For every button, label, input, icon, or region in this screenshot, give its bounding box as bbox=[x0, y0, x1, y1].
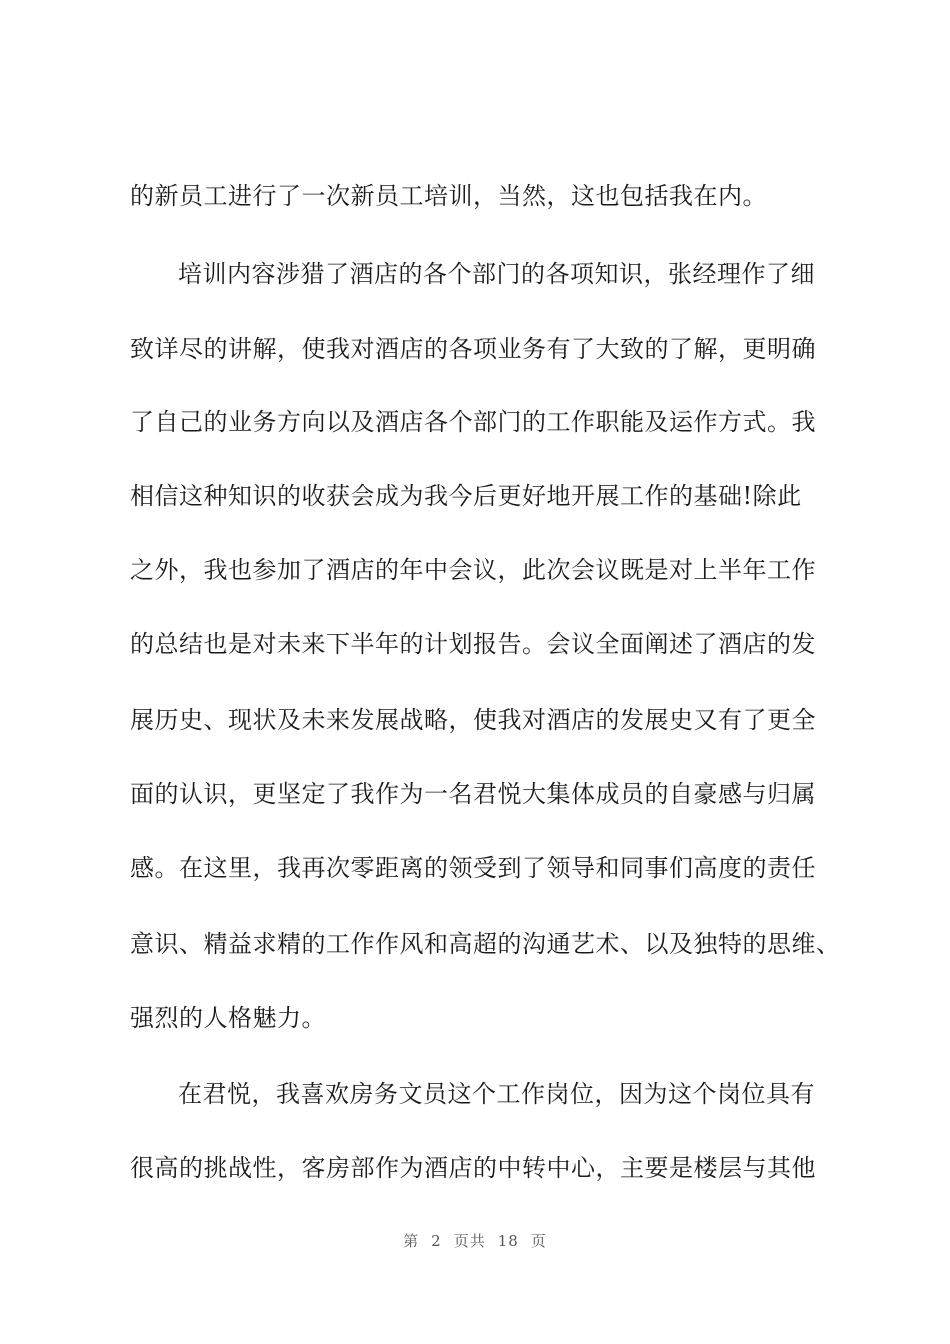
text-line: 很高的挑战性，客房部作为酒店的中转中心，主要是楼层与其他 bbox=[130, 1154, 816, 1182]
text-line: 致详尽的讲解，使我对酒店的各项业务有了大致的了解，更明确 bbox=[130, 335, 816, 363]
text-line: 意识、精益求精的工作作风和高超的沟通艺术、以及独特的思维、 bbox=[130, 930, 841, 958]
text-line: 在君悦，我喜欢房务文员这个工作岗位，因为这个岗位具有 bbox=[178, 1080, 815, 1108]
footer-page-sep: 页共 bbox=[453, 1232, 486, 1250]
text-line: 展历史、现状及未来发展战略，使我对酒店的发展史又有了更全 bbox=[130, 706, 816, 734]
footer-total-pages: 18 bbox=[497, 1232, 519, 1250]
text-line: 了自己的业务方向以及酒店各个部门的工作职能及运作方式。我 bbox=[130, 408, 816, 436]
text-line: 强烈的人格魅力。 bbox=[130, 1004, 326, 1032]
text-line: 培训内容涉猎了酒店的各个部门的各项知识，张经理作了细 bbox=[178, 260, 815, 288]
footer-page-number: 2 bbox=[431, 1232, 442, 1250]
text-line: 的总结也是对未来下半年的计划报告。会议全面阐述了酒店的发 bbox=[130, 630, 816, 658]
text-line: 的新员工进行了一次新员工培训，当然，这也包括我在内。 bbox=[130, 182, 767, 210]
text-line: 面的认识，更坚定了我作为一名君悦大集体成员的自豪感与归属 bbox=[130, 780, 816, 808]
footer-page-suffix: 页 bbox=[530, 1232, 547, 1250]
text-line: 感。在这里，我再次零距离的领受到了领导和同事们高度的责任 bbox=[130, 854, 816, 882]
page-footer bbox=[0, 1230, 950, 1251]
text-line: 相信这种知识的收获会成为我今后更好地开展工作的基础!除此 bbox=[130, 482, 802, 510]
footer-page-label: 第 bbox=[403, 1232, 420, 1250]
text-line: 之外，我也参加了酒店的年中会议，此次会议既是对上半年工作 bbox=[130, 556, 816, 584]
